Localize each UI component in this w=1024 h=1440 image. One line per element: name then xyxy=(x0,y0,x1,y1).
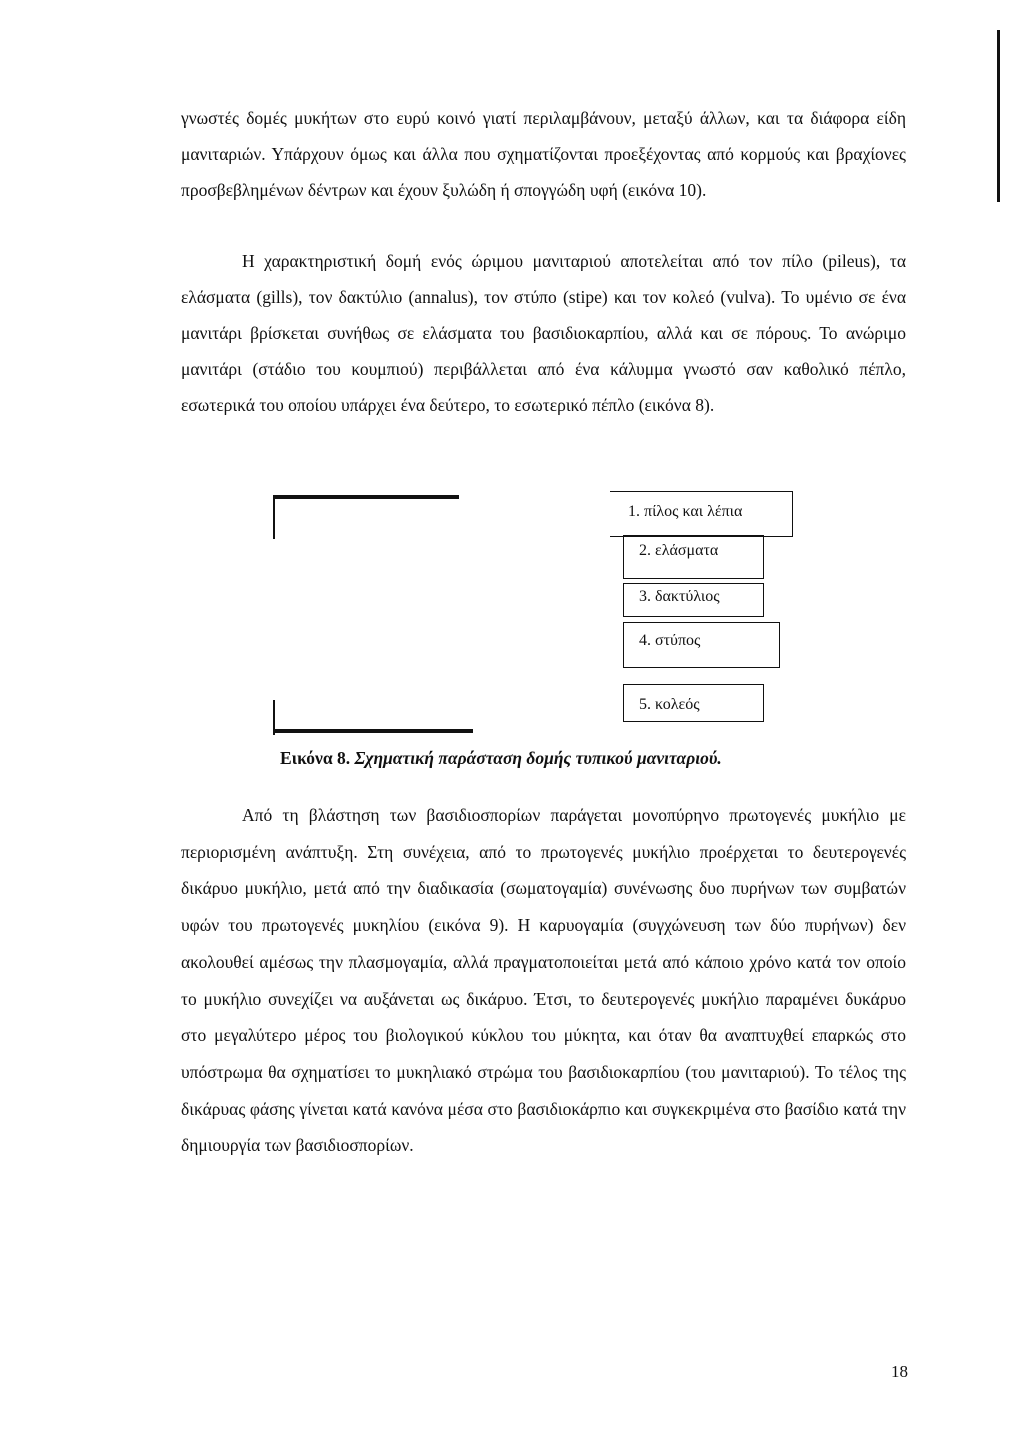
figure-label-5: 5. κολεός xyxy=(623,684,764,722)
figure-label-4: 4. στύπος xyxy=(623,622,780,668)
frame-bottom-border xyxy=(273,729,473,733)
figure-caption-title: Σχηματική παράσταση δομής τυπικού μανιταριού. xyxy=(354,748,722,768)
paragraph-mycelium: Από τη βλάστηση των βασιδιοσπορίων παράγεται μονοπύρηνο πρωτογενές μυκήλιο με περιορισμένη ανάπτυξη. Στη συνέχεια, από το πρωτογενές μυκήλιο προέρχεται το δευτερογενές δικάρυο μυκήλιο, μετά από την διαδικασία (σωματογαμία) συνένωσης δυο πυρήνων των συμβατών υφών του πρωτογενές μυκηλίου (εικόνα 9). Η καρυογαμία (συγχώνευση των δύο πυρήνων) δεν ακολουθεί αμέσως την πλασμογαμία, αλλά πραγματοποιείται μετά από κάποιο χρόνο κατά τον οποίο το μυκήλιο συνεχίζει να αυξάνεται ως δικάρυο. Έτσι, το δευτερογενές μυκήλιο παραμένει δυκάρυο στο μεγαλύτερο μέρος του βιολογικού κύκλου του μύκητα, και όταν θα αναπτυχθεί επαρκώς στο υπόστρωμα θα σχηματίσει το μυκηλιακό στρώμα του βασιδιοκαρπίου (του μανιταριού). Το τέλος της δικάρυας φάσης γίνεται κατά κανόνα μέσα στο βασιδιοκάρπιο και συγκεκριμένα στο βασίδιο κατά την δημιουργία των βασιδιοσπορίων. xyxy=(181,805,906,1156)
figure-caption-number: Εικόνα 8. xyxy=(280,748,351,768)
figure-image-frame xyxy=(273,495,473,735)
scan-edge-mark xyxy=(997,30,1000,202)
figure-caption xyxy=(280,746,722,770)
page-number: 18 xyxy=(891,1362,908,1381)
frame-top-border xyxy=(273,495,459,499)
frame-left-border-top xyxy=(273,495,275,539)
figure-label-3: 3. δακτύλιος xyxy=(623,583,764,617)
paragraph-continuation: γνωστές δομές μυκήτων στο ευρύ κοινό γιατί περιλαμβάνουν, μεταξύ άλλων, και τα διάφορα είδη μανιταριών. Υπάρχουν όμως και άλλα που σχηματίζονται προεξέχοντας από κορμούς και βραχίονες προσβεβλημένων δέντρων και έχουν ξυλώδη ή σπογγώδη υφή (εικόνα 10). xyxy=(181,108,906,200)
paragraph-mushroom-structure: Η χαρακτηριστική δομή ενός ώριμου μανιταριού αποτελείται από τον πίλο (pileus), τα ελάσματα (gills), τον δακτύλιο (annalus), τον στύπο (stipe) και τον κολεό (vulva). Το υμένιο σε ένα μανιτάρι βρίσκεται συνήθως σε ελάσματα του βασιδιοκαρπίου, αλλά και σε πόρους. Το ανώριμο μανιτάρι (στάδιο του κουμπιού) περιβάλλεται από ένα κάλυμμα γνωστό σαν καθολικό πέπλο, εσωτερικά του οποίου υπάρχει ένα δεύτερο, το εσωτερικό πέπλο (εικόνα 8). xyxy=(181,251,906,415)
figure-label-1: 1. πίλος και λέπια xyxy=(610,491,793,537)
figure-label-2: 2. ελάσματα xyxy=(623,535,764,579)
